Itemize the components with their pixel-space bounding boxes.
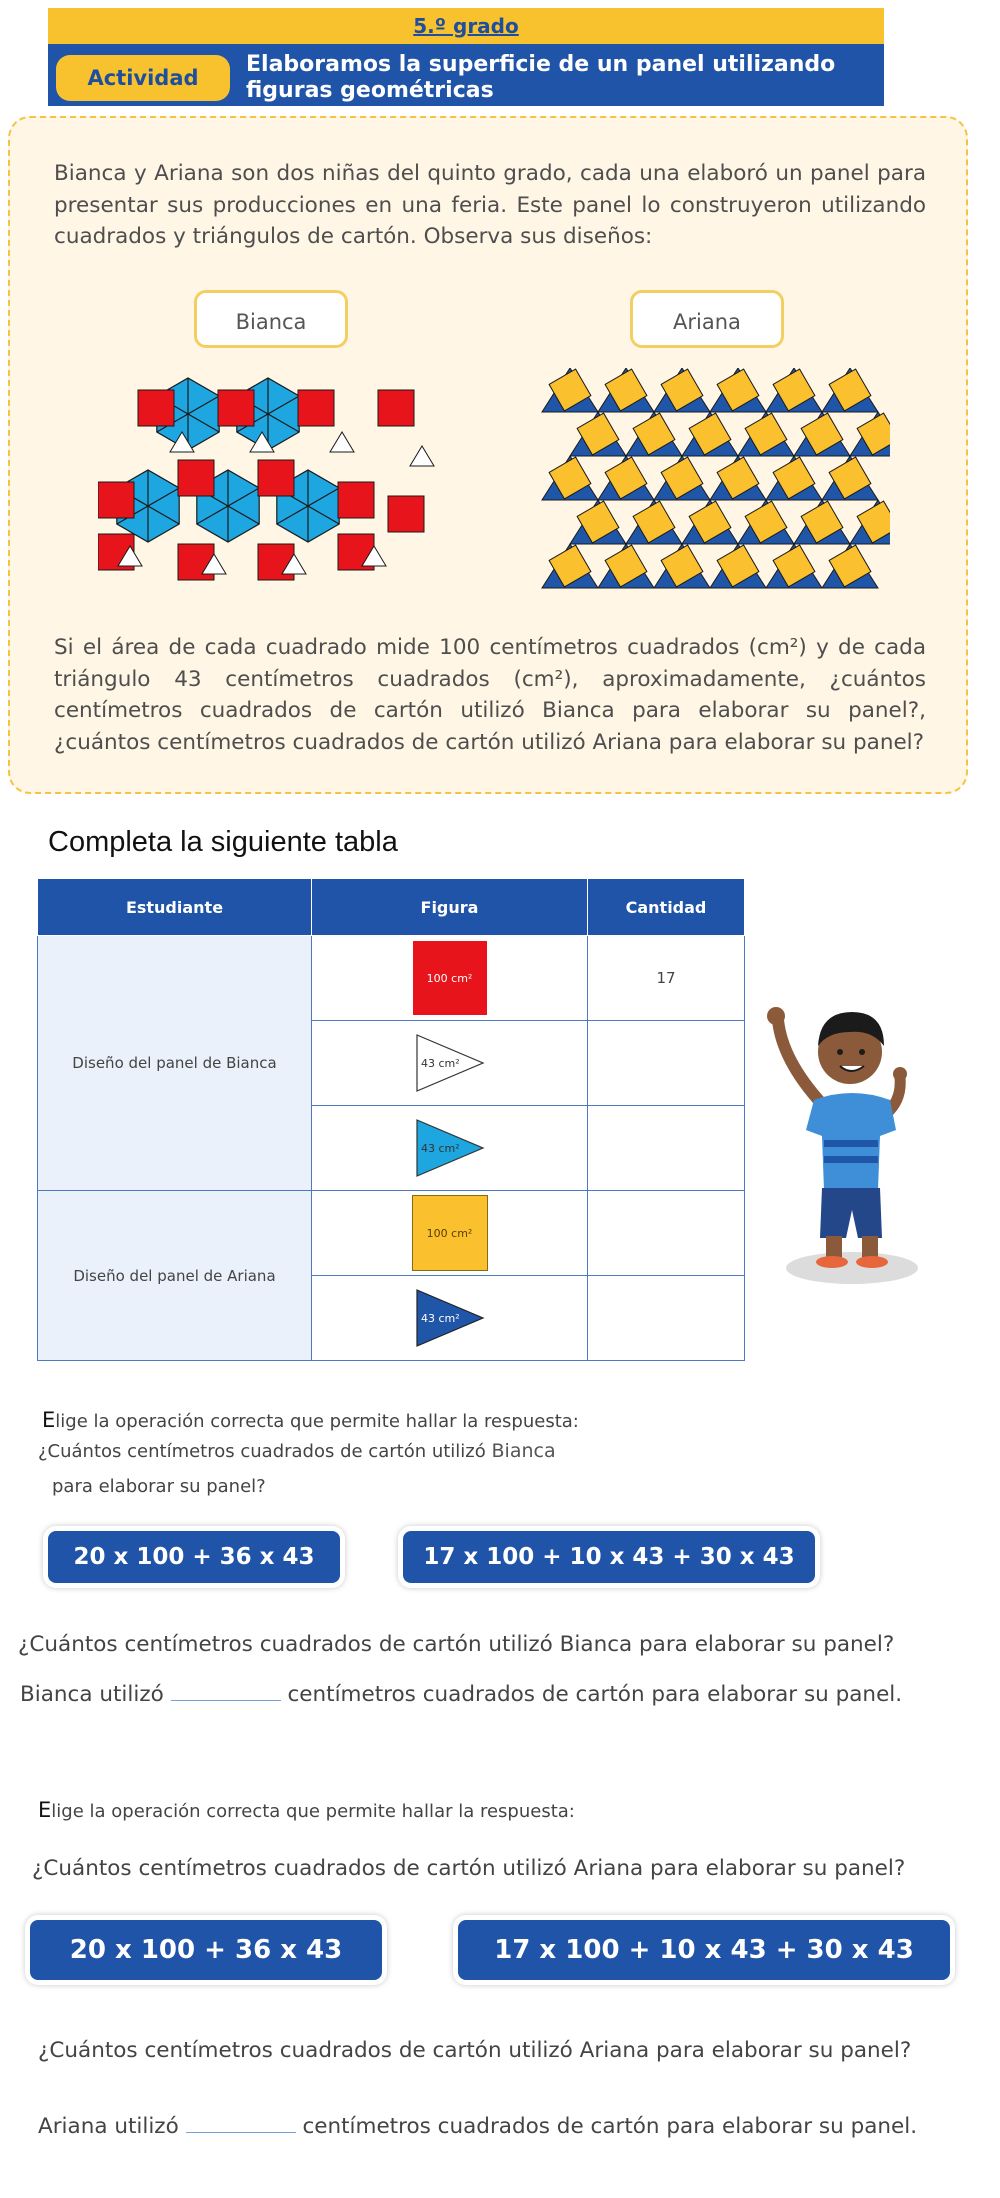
quantity-cell[interactable] <box>588 1191 745 1276</box>
q1-prompt-name: Bianca <box>491 1440 556 1462</box>
q1-answer-before: Bianca utilizó <box>20 1682 164 1707</box>
name-tag-bianca: Bianca <box>194 290 348 348</box>
figure-cell <box>312 1276 588 1361</box>
red-square <box>258 460 294 496</box>
red-square <box>258 544 294 580</box>
yellow-square-figure: 100 cm² <box>412 1195 488 1271</box>
red-square <box>388 496 424 532</box>
ariana-panel-illustration <box>530 368 890 592</box>
table-section-title: Completa la siguiente tabla <box>48 826 398 858</box>
q2-instruction <box>38 1798 575 1822</box>
q1-prompt-text: ¿Cuántos centímetros cuadrados de cartón utilizó <box>38 1441 486 1462</box>
boy-illustration <box>762 990 932 1290</box>
red-square <box>218 390 254 426</box>
red-square <box>138 390 174 426</box>
navy-triangle-label: 43 cm² <box>420 1312 460 1325</box>
grade-label: 5.º grado <box>413 14 519 38</box>
q1-prompt-line2: para elaborar su panel? <box>52 1476 266 1497</box>
q1-answer-line <box>20 1678 902 1707</box>
quantity-cell[interactable] <box>588 1021 745 1106</box>
table-row <box>38 936 745 1021</box>
q1-answer-blank[interactable] <box>171 1678 281 1701</box>
q2-answer-line <box>38 2110 917 2139</box>
activity-title: Elaboramos la superficie de un panel utilizando figuras geométricas <box>246 52 836 103</box>
red-square <box>178 544 214 580</box>
q1-answer-after: centímetros cuadrados de cartón para elaborar su panel. <box>287 1682 903 1707</box>
problem-intro: Bianca y Ariana son dos niñas del quinto grado, cada una elaboró un panel para presentar sus producciones en una feria. Este panel lo construyeron utilizando cuadrados y triángulos de cartón. Observa sus diseños: <box>54 161 926 249</box>
activity-banner <box>48 44 884 106</box>
q2-option-b-button[interactable]: 17 x 100 + 10 x 43 + 30 x 43 <box>458 1920 950 1980</box>
q1-option-b-button[interactable]: 17 x 100 + 10 x 43 + 30 x 43 <box>403 1531 815 1583</box>
sky-triangle-label: 43 cm² <box>420 1142 460 1155</box>
figure-cell <box>312 1191 588 1276</box>
sky-triangle-figure <box>415 1118 485 1178</box>
activity-badge: Actividad <box>56 55 230 101</box>
header-student: Estudiante <box>38 879 312 936</box>
q1-instruction-initial: E <box>42 1408 56 1432</box>
q2-answer-blank[interactable] <box>186 2110 296 2133</box>
q2-prompt: ¿Cuántos centímetros cuadrados de cartón utilizó Ariana para elaborar su panel? <box>32 1856 906 1881</box>
quantity-table <box>37 878 745 1361</box>
student-cell-ariana: Diseño del panel de Ariana <box>38 1191 312 1361</box>
q2-instruction-initial: E <box>38 1798 52 1822</box>
figure-cell <box>312 1106 588 1191</box>
q1-prompt-line1 <box>38 1440 556 1462</box>
red-square <box>378 390 414 426</box>
q2-answer-before: Ariana utilizó <box>38 2114 179 2139</box>
quantity-cell[interactable] <box>588 1276 745 1361</box>
q1-instruction-text: lige la operación correcta que permite hallar la respuesta: <box>55 1411 579 1432</box>
q2-question: ¿Cuántos centímetros cuadrados de cartón utilizó Ariana para elaborar su panel? <box>38 2038 912 2063</box>
q1-instruction <box>42 1408 579 1432</box>
q2-option-a-button[interactable]: 20 x 100 + 36 x 43 <box>30 1920 382 1980</box>
grade-banner <box>48 8 884 44</box>
red-square <box>178 460 214 496</box>
white-triangle <box>330 432 354 452</box>
red-square <box>338 482 374 518</box>
navy-triangle-figure <box>415 1288 485 1348</box>
q2-answer-after: centímetros cuadrados de cartón para elaborar su panel. <box>302 2114 918 2139</box>
quantity-cell[interactable] <box>588 1106 745 1191</box>
quantity-cell[interactable]: 17 <box>588 936 745 1021</box>
q1-option-a-button[interactable]: 20 x 100 + 36 x 43 <box>48 1531 340 1583</box>
figure-cell <box>312 1021 588 1106</box>
problem-question: Si el área de cada cuadrado mide 100 centímetros cuadrados (cm²) y de cada triángulo 43 centímetros cuadrados (cm²), aproximadamente, ¿cuántos centímetros cuadrados de cartón utilizó Bianca para elaborar su panel?, ¿cuántos centímetros cuadrados de cartón utilizó Ariana para elaborar su panel? <box>54 635 926 755</box>
header-quantity: Cantidad <box>588 879 745 936</box>
red-square <box>298 390 334 426</box>
red-square <box>98 482 134 518</box>
white-triangle <box>410 446 434 466</box>
student-cell-bianca: Diseño del panel de Bianca <box>38 936 312 1191</box>
red-square-figure: 100 cm² <box>413 941 487 1015</box>
q2-instruction-text: lige la operación correcta que permite hallar la respuesta: <box>51 1801 575 1822</box>
q1-question: ¿Cuántos centímetros cuadrados de cartón utilizó Bianca para elaborar su panel? <box>18 1632 895 1657</box>
problem-box <box>8 116 968 794</box>
table-header-row <box>38 879 745 936</box>
figure-cell <box>312 936 588 1021</box>
header-figure: Figura <box>312 879 588 936</box>
name-tag-ariana: Ariana <box>630 290 784 348</box>
white-triangle-label: 43 cm² <box>420 1057 460 1070</box>
white-triangle-figure <box>415 1033 485 1093</box>
bianca-panel-illustration <box>98 366 458 592</box>
table-row <box>38 1191 745 1276</box>
